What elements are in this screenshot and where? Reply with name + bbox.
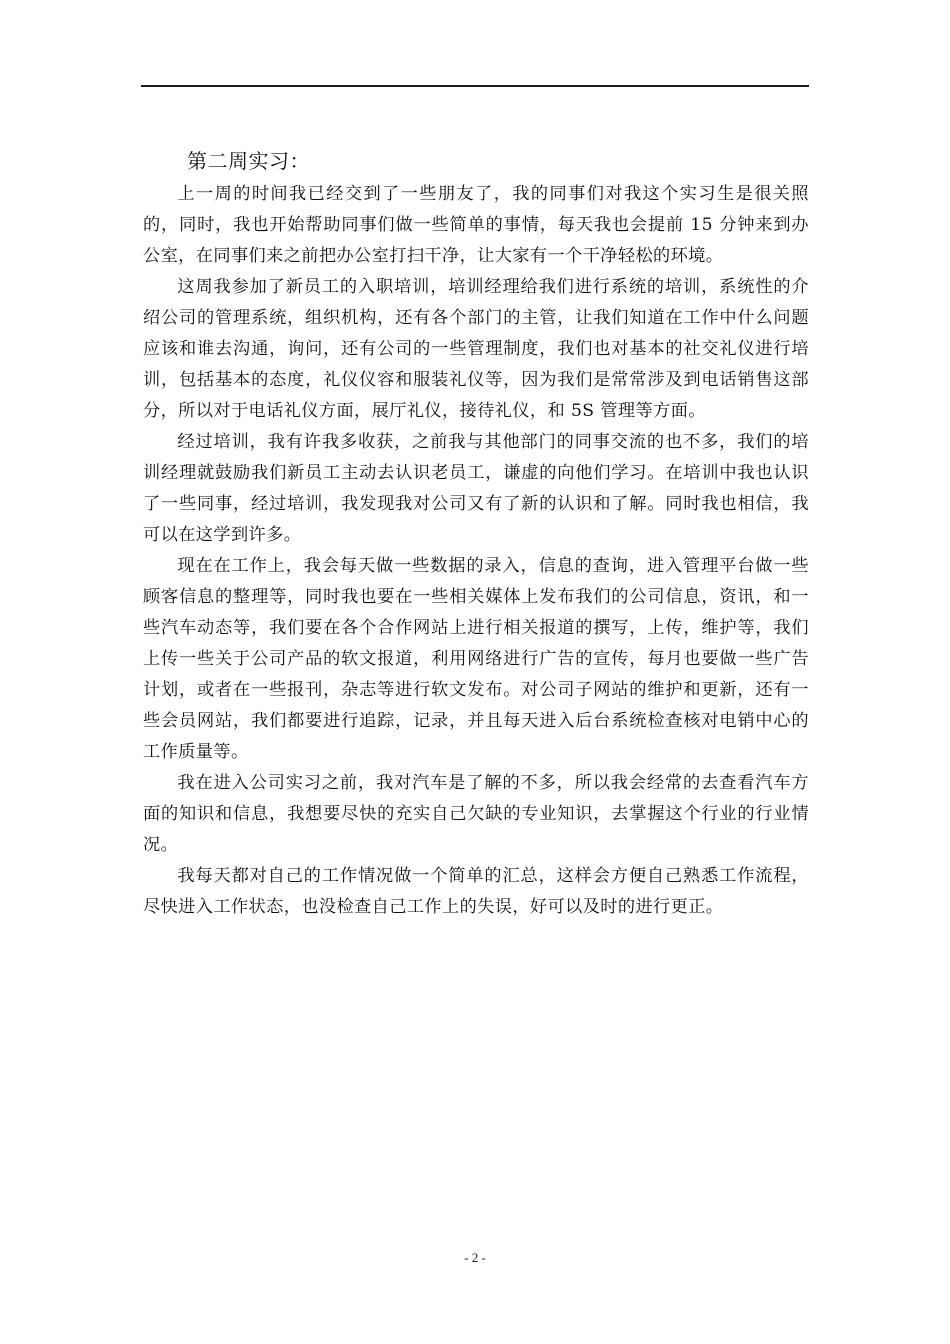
section-heading: 第二周实习： — [187, 149, 310, 173]
paragraph-2: 这周我参加了新员工的入职培训，培训经理给我们进行系统的培训，系统性的介绍公司的管理系统，组织机构，还有各个部门的主管，让我们知道在工作中什么问题应该和谁去沟通，询问，还有公司的一些管理制度，我们也对基本的社交礼仪进行培训，包括基本的态度，礼仪仪容和服装礼仪等，因为我们是常常涉及到电话销售这部分，所以对于电话礼仪方面，展厅礼仪，接待礼仪，和 5S 管理等方面。 — [143, 277, 809, 421]
header-rule — [141, 85, 809, 87]
document-body — [143, 143, 809, 923]
paragraph-6: 我每天都对自己的工作情况做一个简单的汇总，这样会方便自己熟悉工作流程，尽快进入工作状态，也没检查自己工作上的失误，好可以及时的进行更正。 — [143, 866, 809, 917]
paragraph-1: 上一周的时间我已经交到了一些朋友了，我的同事们对我这个实习生是很关照的，同时，我也开始帮助同事们做一些简单的事情，每天我也会提前 15 分钟来到办公室，在同事们来之前把办公室打扫干净，让大家有一个干净轻松的环境。 — [143, 184, 809, 266]
paragraph-5: 我在进入公司实习之前，我对汽车是了解的不多，所以我会经常的去查看汽车方面的知识和信息，我想要尽快的充实自己欠缺的专业知识，去掌握这个行业的行业情况。 — [143, 773, 809, 855]
page-number: - 2 - — [464, 1250, 486, 1265]
paragraph-4: 现在在工作上，我会每天做一些数据的录入，信息的查询，进入管理平台做一些顾客信息的整理等，同时我也要在一些相关媒体上发布我们的公司信息，资讯，和一些汽车动态等，我们要在各个合作网站上进行相关报道的撰写，上传，维护等，我们上传一些关于公司产品的软文报道，利用网络进行广告的宣传，每月也要做一些广告计划，或者在一些报刊，杂志等进行软文发布。对公司子网站的维护和更新，还有一些会员网站，我们都要进行追踪，记录，并且每天进入后台系统检查核对电销中心的工作质量等。 — [143, 556, 809, 762]
paragraph-3: 经过培训，我有许我多收获，之前我与其他部门的同事交流的也不多，我们的培训经理就鼓励我们新员工主动去认识老员工，谦虚的向他们学习。在培训中我也认识了一些同事，经过培训，我发现我对公司又有了新的认识和了解。同时我也相信，我可以在这学到许多。 — [143, 432, 809, 545]
